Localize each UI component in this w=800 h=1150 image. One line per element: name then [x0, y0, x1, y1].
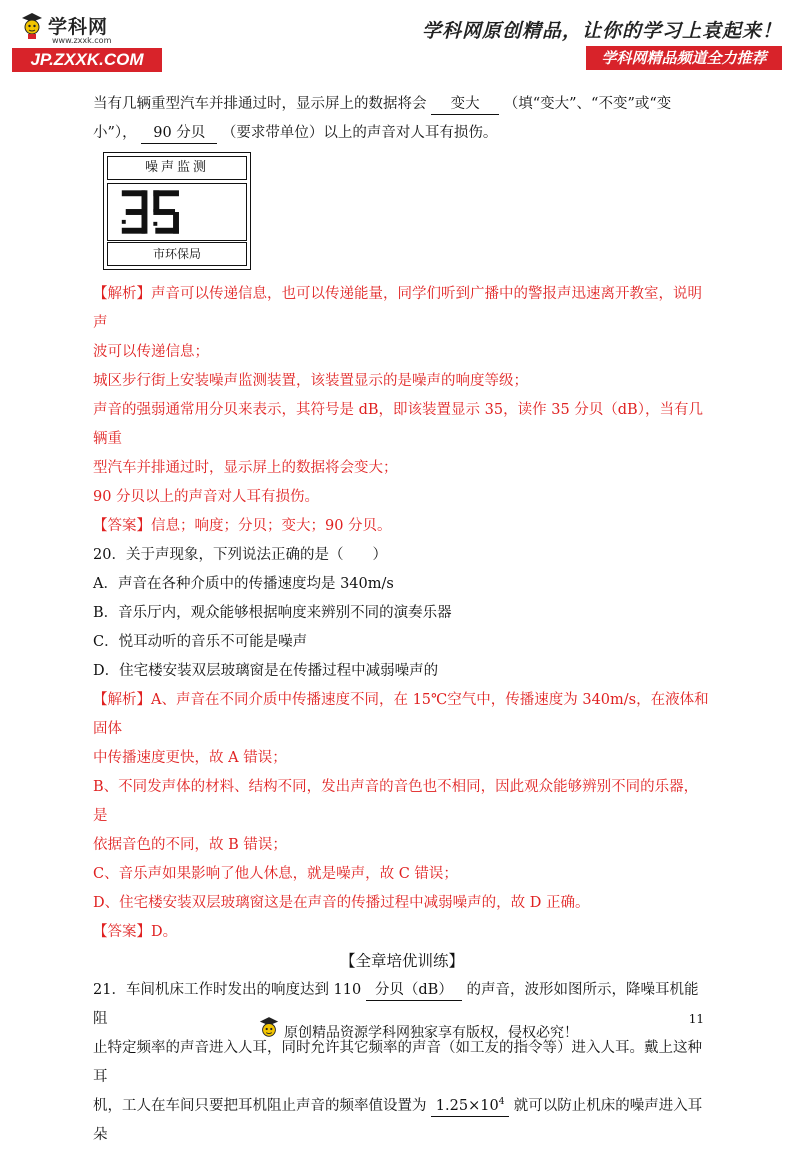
mascot-icon: [20, 12, 44, 40]
answer-line: 【答案】D。: [93, 924, 178, 940]
analysis-line: 波可以传递信息；: [93, 344, 209, 360]
answer-base: 1.25×10: [435, 1098, 499, 1114]
analysis-line: C、音乐声如果影响了他人休息，就是噪声，故 C 错误；: [93, 866, 458, 882]
analysis-line: 【解析】A、声音在不同介质中传播速度不同，在 15℃空气中，传播速度为 340m/s，在液体和固体: [93, 692, 709, 737]
option-a: A．声音在各种介质中的传播速度均是 340m/s: [93, 576, 394, 592]
answer-exponent: 4: [498, 1097, 505, 1108]
document-body: [93, 90, 711, 1150]
monitor-digits: [108, 184, 246, 240]
text-span: （填“变大”、“不变”或“变: [503, 96, 672, 112]
answer-blank: [431, 1096, 509, 1117]
analysis-line: 依据音色的不同，故 B 错误；: [93, 837, 287, 853]
monitor-screen: [107, 183, 247, 241]
site-logo[interactable]: [12, 10, 162, 72]
answer-blank: 分贝（dB）: [366, 980, 462, 1001]
q19-tail-line-2: [93, 119, 711, 148]
option-b: B．音乐厅内，观众能够根据响度来辨别不同的演奏乐器: [93, 605, 452, 621]
analysis-line: 90 分贝以上的声音对人耳有损伤。: [93, 489, 320, 505]
analysis-line: 【解析】声音可以传递信息，也可以传递能量，同学们听到广播中的警报声迅速离开教室，说明声: [93, 286, 702, 331]
q19-tail-line-1: [93, 90, 711, 119]
analysis-line: 中传播速度更快，故 A 错误；: [93, 750, 287, 766]
channel-banner: 学科网精品频道全力推荐: [586, 46, 782, 70]
text-span: 小”），: [93, 125, 137, 141]
analysis-line: B、不同发声体的材料、结构不同，发出声音的音色也不相同，因此观众能够辨别不同的乐器，是: [93, 779, 699, 824]
analysis-line: 城区步行街上安装噪声监测装置，该装置显示的是噪声的响度等级；: [93, 373, 528, 389]
section-title: 【全章培优训练】: [339, 952, 464, 970]
answer-blank: 90 分贝: [141, 123, 217, 144]
logo-url: JP.ZXXK.COM: [12, 48, 162, 72]
mascot-icon: [258, 1015, 280, 1043]
q21-line-3: [93, 1092, 711, 1150]
monitor-footer: 市环保局: [107, 242, 247, 266]
question-stem: 20．关于声现象，下列说法正确的是（ ）: [93, 547, 387, 563]
page-number: 11: [688, 1012, 704, 1026]
option-d: D．住宅楼安装双层玻璃窗是在传播过程中减弱噪声的: [93, 663, 439, 679]
text-span: 就可以防止机床的噪声进入耳朵: [93, 1098, 703, 1143]
header-slogan: 学科网原创精品，让你的学习上袁起来！: [421, 20, 782, 42]
noise-monitor-figure: [103, 152, 251, 270]
analysis-line: 型汽车并排通过时，显示屏上的数据将会变大；: [93, 460, 398, 476]
analysis-line: D、住宅楼安装双层玻璃窗这是在声音的传播过程中减弱噪声的，故 D 正确。: [93, 895, 590, 911]
logo-url-small: www.zxxk.com: [52, 36, 112, 45]
q21-line-2: 止特定频率的声音进入人耳，同时允许其它频率的声音（如工友的指令等）进入人耳。戴上这种耳: [93, 1040, 702, 1085]
answer-line: 【答案】信息；响度；分贝；变大；90 分贝。: [93, 518, 392, 534]
monitor-title: 噪声监测: [107, 156, 247, 180]
text-span: 当有几辆重型汽车并排通过时，显示屏上的数据将会: [93, 96, 427, 112]
text-span: 机，工人在车间只要把耳机阻止声音的频率值设置为: [93, 1098, 427, 1114]
text-span: 的声音，波形如图所示，降噪耳机能阻: [93, 982, 699, 1027]
analysis-line: 声音的强弱通常用分贝来表示，其符号是 dB，即该装置显示 35，读作 35 分贝（dB），当有几辆重: [93, 402, 703, 447]
text-span: 21．车间机床工作时发出的响度达到 110: [93, 982, 362, 998]
answer-blank: 变大: [431, 94, 499, 115]
copyright-notice: 原创精品资源学科网独家享有版权，侵权必究！: [284, 1025, 578, 1041]
option-c: C．悦耳动听的音乐不可能是噪声: [93, 634, 308, 650]
text-span: （要求带单位）以上的声音对人耳有损伤。: [221, 125, 498, 141]
logo-title: 学科网: [48, 16, 109, 38]
